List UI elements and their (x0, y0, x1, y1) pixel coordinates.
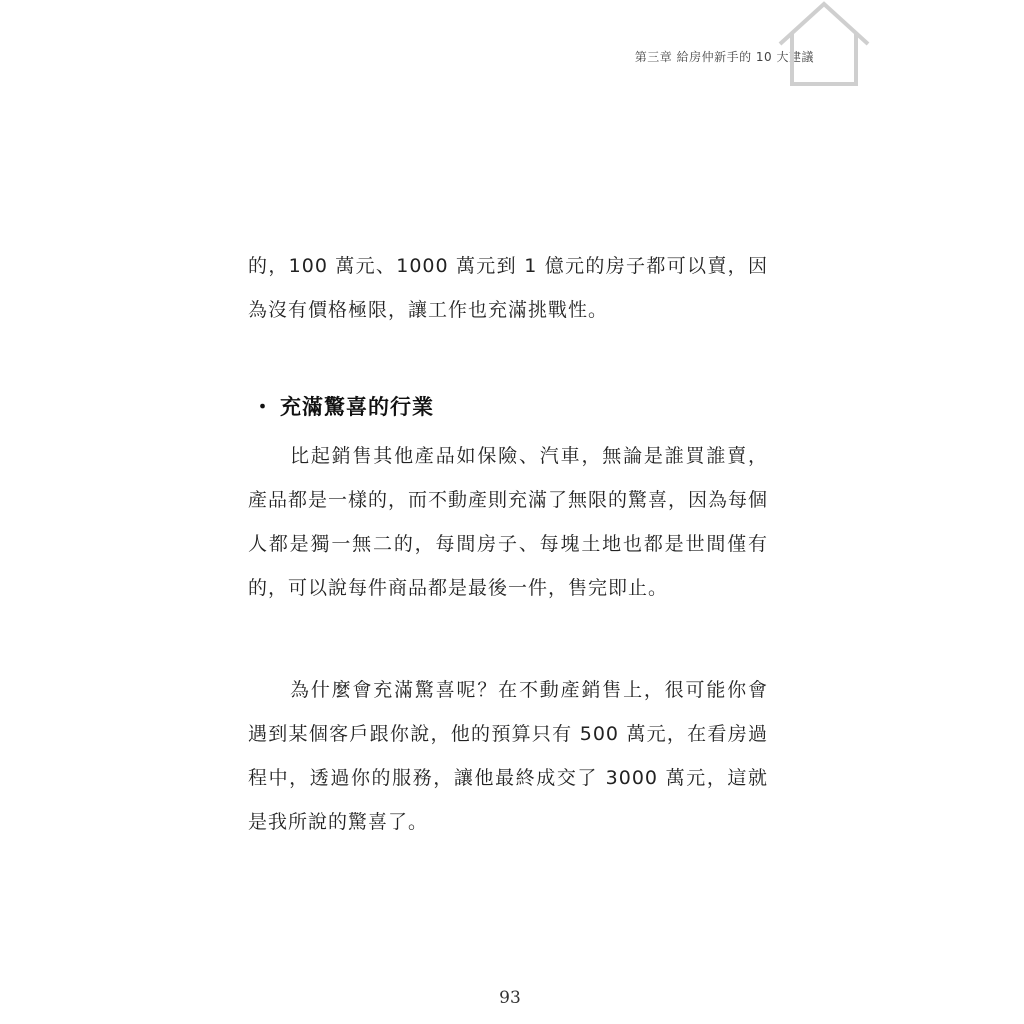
continued-paragraph: 的，100 萬元、1000 萬元到 1 億元的房子都可以賣，因為沒有價格極限，讓工作也充滿挑戰性。 (248, 255, 768, 321)
house-outline-icon (776, 0, 872, 90)
section-bullet: ・ (252, 395, 274, 419)
running-header: 第三章 給房仲新手的 10 大建議 (634, 50, 814, 64)
paragraph-2-block (248, 668, 768, 844)
paragraph-2: 為什麼會充滿驚喜呢？在不動產銷售上，很可能你會遇到某個客戶跟你說，他的預算只有 500 萬元，在看房過程中，透過你的服務，讓他最終成交了 3000 萬元，這就是我所說的驚喜了。 (248, 679, 768, 833)
section-heading (252, 385, 772, 429)
section-heading-text: 充滿驚喜的行業 (280, 395, 434, 419)
page-number: 93 (499, 988, 521, 1008)
continued-paragraph-block (248, 244, 768, 332)
paragraph-1: 比起銷售其他產品如保險、汽車，無論是誰買誰賣，產品都是一樣的，而不動產則充滿了無限的驚喜，因為每個人都是獨一無二的，每間房子、每塊土地也都是世間僅有的，可以說每件商品都是最後一件，售完即止。 (248, 445, 769, 599)
paragraph-1-block (248, 434, 768, 610)
